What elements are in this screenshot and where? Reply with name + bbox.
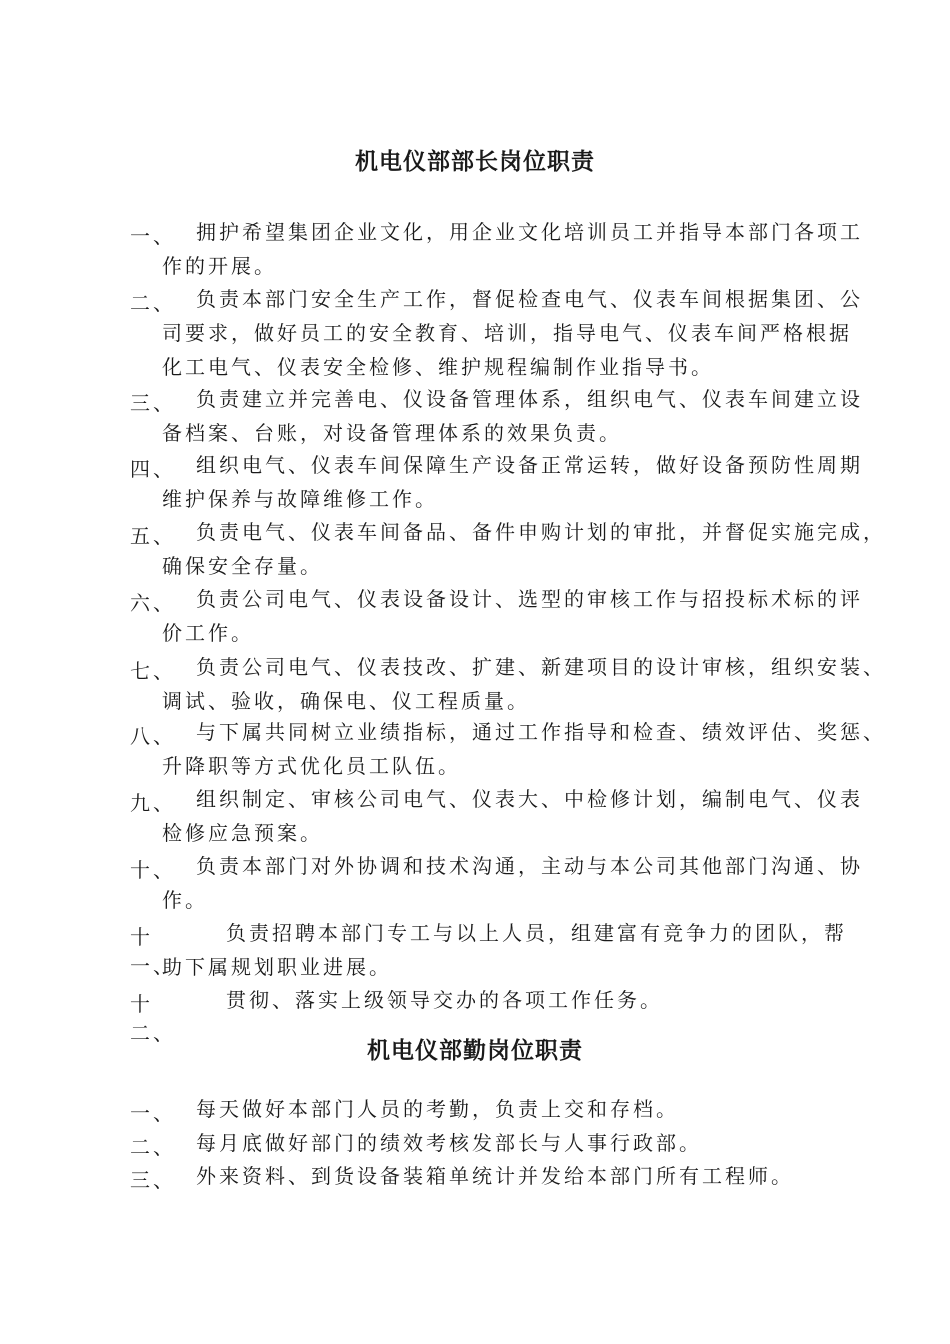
item-text-continued: 助下属规划职业进展。	[162, 955, 392, 979]
item-text: 负责建立并完善电、仪设备管理体系，组织电气、仪表车间建立设	[196, 387, 863, 411]
item-number: 一、	[130, 1101, 176, 1125]
item-number: 三、	[130, 1168, 176, 1192]
item-text: 组织制定、审核公司电气、仪表大、中检修计划，编制电气、仪表	[196, 787, 863, 811]
item-text-continued: 升降职等方式优化员工队伍。	[162, 754, 461, 778]
item-number: 九、	[130, 791, 176, 815]
item-text-continued: 价工作。	[162, 621, 254, 645]
item-text: 每月底做好部门的绩效考核发部长与人事行政部。	[196, 1131, 702, 1155]
item-text: 与下属共同树立业绩指标，通过工作指导和检查、绩效评估、奖惩、	[196, 720, 886, 744]
item-text: 负责电气、仪表车间备品、备件申购计划的审批，并督促实施完成，	[196, 520, 886, 544]
item-text-continued: 作的开展。	[162, 254, 277, 278]
page-title: 机电仪部部长岗位职责	[355, 149, 595, 175]
item-number: 一、	[130, 224, 176, 248]
item-text-continued: 检修应急预案。	[162, 821, 323, 845]
item-text: 贯彻、落实上级领导交办的各项工作任务。	[226, 988, 663, 1012]
item-text: 每天做好本部门人员的考勤，负责上交和存档。	[196, 1097, 679, 1121]
item-text: 拥护希望集团企业文化，用企业文化培训员工并指导本部门各项工	[196, 220, 863, 244]
item-text-continued: 化工电气、仪表安全检修、维护规程编制作业指导书。	[162, 355, 714, 379]
item-number: 二、	[130, 291, 176, 315]
item-text: 负责招聘本部门专工与以上人员，组建富有竞争力的团队，帮	[226, 921, 847, 945]
item-text: 组织电气、仪表车间保障生产设备正常运转，做好设备预防性周期	[196, 453, 863, 477]
item-number: 十二、	[130, 992, 176, 1045]
item-number: 三、	[130, 391, 176, 415]
item-text-continued: 备档案、台账，对设备管理体系的效果负责。	[162, 421, 622, 445]
item-text: 负责公司电气、仪表设备设计、选型的审核工作与招投标术标的评	[196, 587, 863, 611]
item-number: 十一、	[130, 925, 176, 978]
item-text: 负责公司电气、仪表技改、扩建、新建项目的设计审核，组织安装、	[196, 655, 886, 679]
item-text-continued: 调试、验收，确保电、仪工程质量。	[162, 689, 530, 713]
item-text-continued: 作。	[162, 888, 208, 912]
item-number: 五、	[130, 524, 176, 548]
item-number: 六、	[130, 591, 176, 615]
item-number: 四、	[130, 457, 176, 481]
item-text: 外来资料、到货设备装箱单统计并发给本部门所有工程师。	[196, 1164, 794, 1188]
item-number: 十、	[130, 858, 176, 882]
item-text-continued: 确保安全存量。	[162, 554, 323, 578]
section-title: 机电仪部勤岗位职责	[367, 1038, 583, 1064]
item-text: 负责本部门安全生产工作，督促检查电气、仪表车间根据集团、公	[196, 287, 863, 311]
item-text-continued: 司要求，做好员工的安全教育、培训，指导电气、仪表车间严格根据	[162, 321, 852, 345]
item-text: 负责本部门对外协调和技术沟通，主动与本公司其他部门沟通、协	[196, 854, 863, 878]
item-text-continued: 维护保养与故障维修工作。	[162, 487, 438, 511]
item-number: 七、	[130, 659, 176, 683]
item-number: 二、	[130, 1135, 176, 1159]
item-number: 八、	[130, 724, 176, 748]
